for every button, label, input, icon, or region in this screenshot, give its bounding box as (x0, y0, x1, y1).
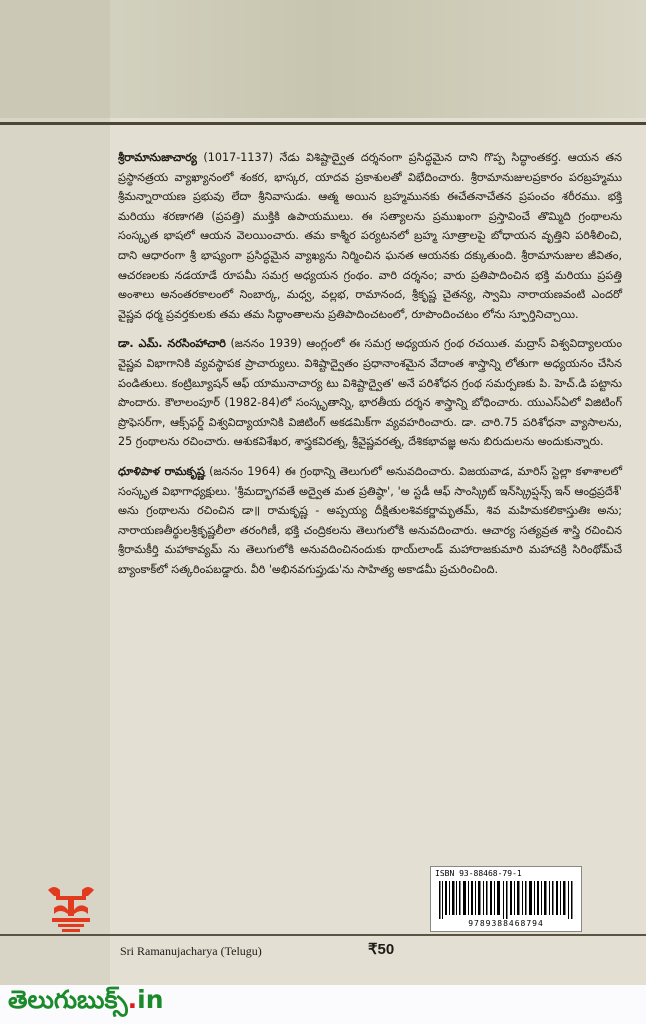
paragraph-lead: డా. ఎమ్. నరసింహాచారి (118, 337, 226, 351)
bottom-rule (0, 934, 646, 936)
top-band-highlight (110, 0, 646, 118)
watermark-dot: . (127, 985, 138, 1014)
isbn-barcode-box (430, 866, 582, 932)
paragraph-lead: శ్రీరామానుజాచార్య (118, 151, 197, 164)
isbn-label: ISBN 93-88468-79-1 (435, 869, 522, 878)
paragraph-body: (జననం 1964) ఈ గ్రంథాన్ని తెలుగులో అనువదించారు. విజయవాడ, మారిస్ స్టెల్లా కళాశాలలో సంస్కృత విభాగాధ్యక్షులు. 'శ్రీమద్భాగవతే అద్వైత మత ప్రతిష్ఠా', 'అ స్టడీ ఆఫ్ సాంస్క్రిట్ ఇన్‌స్క్రిప్షన్స్ ఇన్ ఆంధ్రప్రదేశ్' అను గ్రంథాలను రచించిన డా॥ రామకృష్ణ - అప్పయ్య దీక్షితులశివకర్ణామృతమ్, శివ మహిమకలికాస్తుతిః అను; నారాయణతీర్థులశ్రీకృష్ణలీలా తరంగిణీ, భక్తి చంద్రికలను తెలుగులోకి అనువదించారు. ఆచార్య సత్యవ్రత శాస్త్రి రచించిన శ్రీరామకీర్తి మహాకావ్యమ్ ను తెలుగులోకి అనువదించినందుకు థాయ్‌లాండ్ మహారాజకుమారి మహాచక్రి సిరింథోమ్‌చే బ్యాంకాక్‌లో సత్కరింపబడ్డారు. వీరి 'అభినవగుప్తుడు'ను సాహిత్య అకాడమీ ప్రచురించింది. (118, 464, 622, 576)
watermark-text: తెలుగుబుక్స్ (8, 985, 128, 1014)
paragraph-body: (1017-1137) నేడు విశిష్టాద్వైత దర్శనంగా ప్రసిద్ధమైన దాని గొప్ప సిద్ధాంతకర్త. ఆయన తన ప్రస్థానత్రయ వ్యాఖ్యానంలో శంకర, భాస్కర, యాదవ ప్రకాశులతో విభేదించారు. శ్రీరామానుజులప్రకారం పరబ్రహ్మము శ్రీమన్నారాయణ ప్రభువు లేదా శ్రీనివాసుడు. ఆత్మ అయిన బ్రహ్మమునకు ఈచేతనాచేతన ప్రపంచం శరీరము. భక్తి మరియు శరణాగతి (ప్రపత్తి) ముక్తికి ఉపాయములు. ఈ సత్యాలను ప్రముఖంగా ప్రస్తావించే తొమ్మిది గ్రంథాలను సంస్కృత భాషలో ఆయన వెలయించారు. తమ కాశ్మీర పర్యటనలో బ్రహ్మ సూత్రాలపై బోధాయన వృత్తిని పరిశీలించి, దాని ఆధారంగా శ్రీ భాష్యంగా ప్రసిద్ధమైన వ్యాఖ్యను నిర్మించిన ఘనత ఆయనకు దక్కుతుంది. శ్రీరామానుజుల జీవితం, ఆచరణలకు నడయాడే రూపమీ సమగ్ర అధ్యయన గ్రంథం. వారి దర్శనం; వారు ప్రతిపాదించిన భక్తి మరియు ప్రపత్తి అంశాలు అనంతరకాలంలో నింబార్క, మధ్వ, వల్లభ, రామానంద, శ్రీకృష్ణ చైతన్య, స్వామి నారాయణవంటి ఎందరో వైష్ణవ ధర్మ ప్రవర్తకులకు తమ తమ సిద్ధాంతాలను ప్రతిపాదించటంలో, రూపొందించటం లోను స్ఫూర్తినిచ్చాయి. (118, 151, 622, 321)
paragraph-lead: ధూళిపాళ రామకృష్ణ (118, 464, 205, 478)
publisher-logo-icon (44, 880, 98, 934)
paragraph-ramanuja (118, 148, 622, 324)
book-title: Sri Ramanujacharya (Telugu) (120, 944, 262, 958)
paragraph-translator (118, 462, 622, 580)
site-watermark (8, 985, 164, 1021)
price: ₹50 (368, 941, 395, 958)
watermark-suffix: in (137, 985, 164, 1014)
isbn-digits: 9789388468794 (468, 919, 544, 928)
barcode-icon (437, 881, 575, 919)
paragraph-author (118, 334, 622, 452)
paragraph-body: (జననం 1939) ఆంగ్లంలో ఈ సమగ్ర అధ్యయన గ్రంథ రచయిత. మద్రాస్ విశ్వవిద్యాలయం వైష్ణవ విభాగానికి వ్యవస్థాపక ప్రాచార్యులు. విశిష్టాద్వైతం ప్రధానాంశమైన వేదాంత శాస్త్రాన్ని లోతుగా అధ్యయనం చేసిన పండితులు. కంట్రిబ్యూషన్ ఆఫ్ యామునాచార్య టు విశిష్టాద్వైత' అనే పరిశోధన గ్రంథ సమర్పణకు పి. హెచ్.డి పట్టాను పొందారు. కౌలాలంపూర్ (1982-84)లో సంస్కృతాన్ని, భారతీయ దర్శన శాస్త్రాన్ని బోధించారు. యుఎస్ఏలో విజిటింగ్ ప్రొఫెసర్‌గా, ఆక్స్‌ఫర్డ్ విశ్వవిద్యాయానికి విజిటింగ్ అకడమిక్‌గా వ్యవహరించారు. డా. చారి.75 పరిశోధనా వ్యాసాలను, 25 గ్రంథాలను రచించారు. ఆశుకవిశేఖర, శాస్త్రకవిరత్న, శ్రీవైష్ణవరత్న, దేశికభావజ్ఞ అను బిరుదులను అందుకున్నారు. (118, 337, 622, 449)
blurb-text (118, 148, 622, 589)
top-rule (0, 122, 646, 125)
